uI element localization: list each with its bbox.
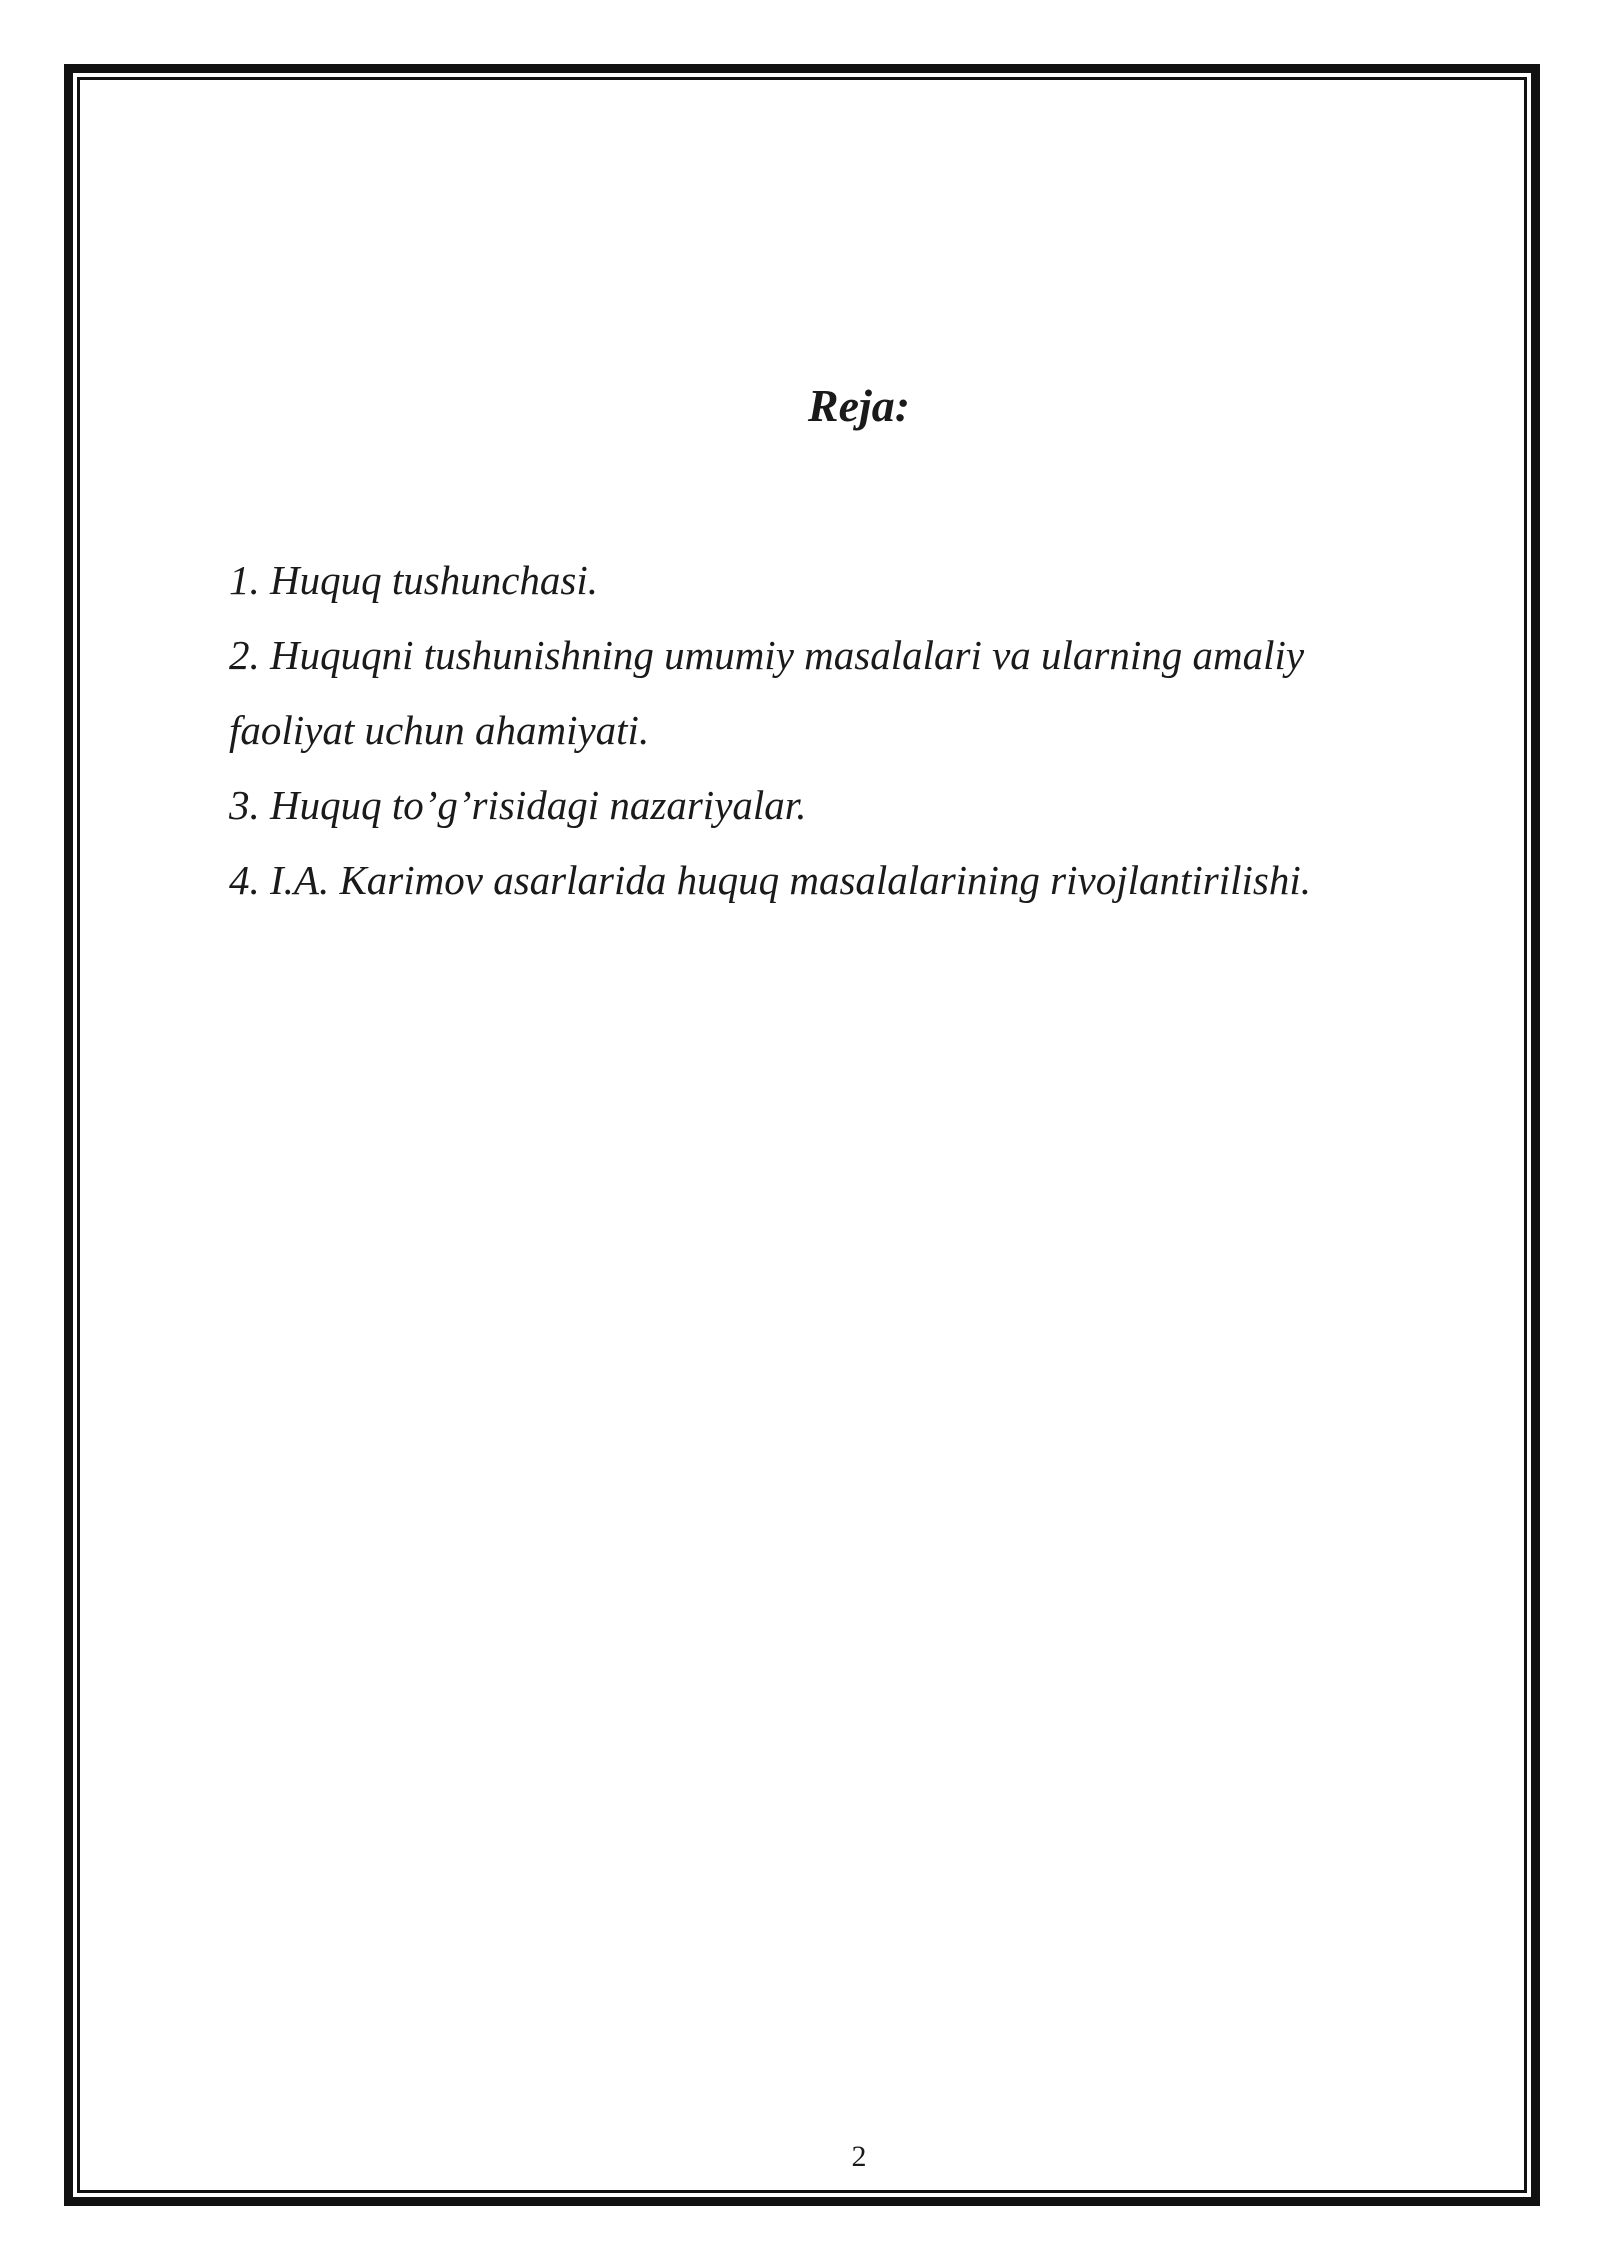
plan-item-2: 2. Huquqni tushunishning umumiy masalalari va ularning amaliy faoliyat uchun ahamiyati. [229, 632, 1305, 753]
plan-item-1: 1. Huquq tushunchasi. [229, 557, 598, 603]
page-number: 2 [851, 2140, 867, 2173]
plan-item-3: 3. Huquq to’g’risidagi nazariyalar. [229, 782, 807, 828]
plan-list [229, 543, 1399, 918]
page-title: Reja: [807, 380, 911, 431]
plan-item-4: 4. I.A. Karimov asarlarida huquq masalalarining rivojlantirilishi. [229, 857, 1312, 903]
